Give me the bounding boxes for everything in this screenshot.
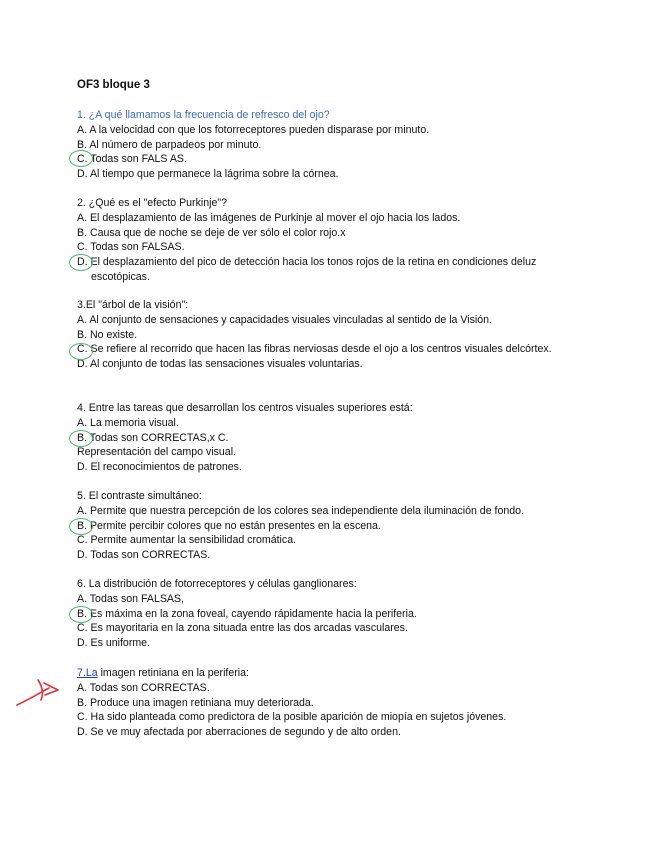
question-text: 5. El contraste simultáneo: bbox=[77, 490, 202, 502]
question-4 bbox=[77, 401, 597, 475]
answer-mark-circle bbox=[69, 518, 93, 535]
question-3 bbox=[77, 298, 597, 372]
answer-mark-circle bbox=[69, 430, 93, 447]
answer-mark-circle bbox=[69, 254, 93, 271]
option-b: B. Causa que de noche se deje de ver sólo el color rojo.x bbox=[77, 226, 346, 239]
answer-mark-circle bbox=[69, 606, 93, 623]
option-d: D. Todas son CORRECTAS. bbox=[77, 549, 211, 562]
option-d: D. El desplazamiento del pico de detección hacia los tonos rojos de la retina en condiciones deluz escotópicas. bbox=[77, 256, 537, 283]
option-c: C. Permite aumentar la sensibilidad cromática. bbox=[77, 534, 297, 547]
answer-mark-circle bbox=[69, 150, 93, 167]
question-text: 6. La distribución de fotorreceptores y células ganglionares: bbox=[77, 578, 357, 590]
option-c: C. Todas son FALSAS. bbox=[77, 241, 185, 254]
option-a: A. La memoria visual. bbox=[77, 416, 179, 429]
option-d: D. Es uniforme. bbox=[77, 637, 151, 650]
option-d: D. Al tiempo que permanece la lágrima sobre la córnea. bbox=[77, 168, 339, 181]
answer-mark-circle bbox=[69, 343, 93, 360]
option-a: A. A la velocidad con que los fotorreceptores pueden disparase por minuto. bbox=[77, 123, 430, 136]
option-continuation: Representación del campo visual. bbox=[77, 446, 236, 459]
option-b: B. Es máxima en la zona foveal, cayendo rápidamente hacia la periferia. bbox=[77, 607, 417, 620]
option-d: D. Se ve muy afectada por aberraciones de segundo y de alto orden. bbox=[77, 726, 401, 739]
option-d: D. Al conjunto de todas las sensaciones visuales voluntarias. bbox=[77, 358, 363, 371]
option-b: B. Al número de parpadeos por minuto. bbox=[77, 138, 262, 151]
option-b: B. Todas son CORRECTAS,x C. bbox=[77, 431, 229, 444]
document-title: OF3 bloque 3 bbox=[77, 79, 150, 91]
question-1 bbox=[77, 108, 597, 182]
arrow-icon bbox=[14, 674, 64, 712]
question-text bbox=[77, 666, 597, 681]
option-a: A. El desplazamiento de las imágenes de Purkinje al mover el ojo hacia los lados. bbox=[77, 211, 461, 224]
option-a: A. Todas son FALSAS, bbox=[77, 592, 184, 605]
option-a: A. Todas son CORRECTAS. bbox=[77, 681, 210, 694]
option-c: C. Ha sido planteada como predictora de la posible aparición de miopía en sujetos jóvenes. bbox=[77, 711, 507, 724]
option-a: A. Permite que nuestra percepción de los colores sea independiente dela iluminación de fondo. bbox=[77, 504, 524, 517]
option-b: B. Produce una imagen retiniana muy deteriorada. bbox=[77, 696, 314, 709]
question-6 bbox=[77, 577, 597, 651]
option-c: C. Se refiere al recorrido que hacen las fibras nerviosas desde el ojo a los centros visuales delcórtex. bbox=[77, 343, 552, 356]
question-7 bbox=[77, 666, 597, 740]
question-link[interactable]: 7.La bbox=[77, 667, 98, 679]
option-c: C. Todas son FALS AS. bbox=[77, 153, 187, 166]
question-text-rest: imagen retiniana en la periferia: bbox=[97, 667, 249, 679]
question-text: 4. Entre las tareas que desarrollan los centros visuales superiores está: bbox=[77, 402, 413, 414]
option-d: D. El reconocimientos de patrones. bbox=[77, 461, 242, 474]
question-text: 1. ¿A qué llamamos la frecuencia de refresco del ojo? bbox=[77, 109, 330, 121]
question-text: 3.El "árbol de la visión": bbox=[77, 299, 189, 311]
option-a: A. Al conjunto de sensaciones y capacidades visuales vinculadas al sentido de la Visión. bbox=[77, 313, 492, 326]
question-5 bbox=[77, 489, 597, 563]
option-b: B. No existe. bbox=[77, 328, 138, 341]
option-b: B. Permite percibir colores que no están presentes en la escena. bbox=[77, 519, 381, 532]
question-text: 2. ¿Qué es el "efecto Purkinje"? bbox=[77, 197, 228, 209]
option-c: C. Es mayoritaria en la zona situada entre las dos arcadas vasculares. bbox=[77, 622, 408, 635]
question-2 bbox=[77, 196, 597, 285]
